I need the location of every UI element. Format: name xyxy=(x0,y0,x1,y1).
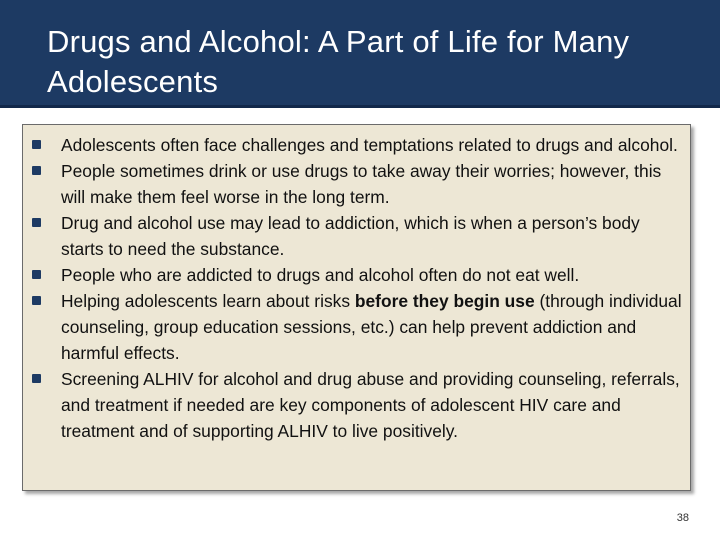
square-bullet-icon xyxy=(32,296,41,305)
title-bar xyxy=(0,0,720,108)
square-bullet-icon xyxy=(32,140,41,149)
bullet-text-emphasis: before they begin use xyxy=(354,291,535,311)
bullet-text-tail: (through individual counseling, group education sessions, etc.) can help prevent addiction and harmful effects. xyxy=(61,291,682,363)
bullet-list xyxy=(23,132,690,444)
bullet-item xyxy=(23,262,690,288)
slide-title: Drugs and Alcohol: A Part of Life for Many Adolescents xyxy=(47,24,630,99)
content-box xyxy=(22,124,691,491)
bullet-text: People who are addicted to drugs and alcohol often do not eat well. xyxy=(61,265,580,285)
bullet-text: Adolescents often face challenges and temptations related to drugs and alcohol. xyxy=(61,135,678,155)
square-bullet-icon xyxy=(32,270,41,279)
page-number: 38 xyxy=(676,512,689,524)
bullet-text: Screening ALHIV for alcohol and drug abuse and providing counseling, referrals, and treatment if needed are key components of adolescent HIV care and treatment and of supporting ALHIV to live positively. xyxy=(61,369,680,441)
bullet-item xyxy=(23,366,690,444)
bullet-text: Drug and alcohol use may lead to addiction, which is when a person’s body starts to need the substance. xyxy=(61,213,640,259)
bullet-text xyxy=(61,291,682,363)
square-bullet-icon xyxy=(32,218,41,227)
bullet-text-lead: Helping adolescents learn about risks xyxy=(61,291,355,311)
square-bullet-icon xyxy=(32,166,41,175)
bullet-item xyxy=(23,132,690,158)
square-bullet-icon xyxy=(32,374,41,383)
bullet-item xyxy=(23,288,690,366)
bullet-text: People sometimes drink or use drugs to take away their worries; however, this will make them feel worse in the long term. xyxy=(61,161,662,207)
bullet-item xyxy=(23,158,690,210)
bullet-item xyxy=(23,210,690,262)
